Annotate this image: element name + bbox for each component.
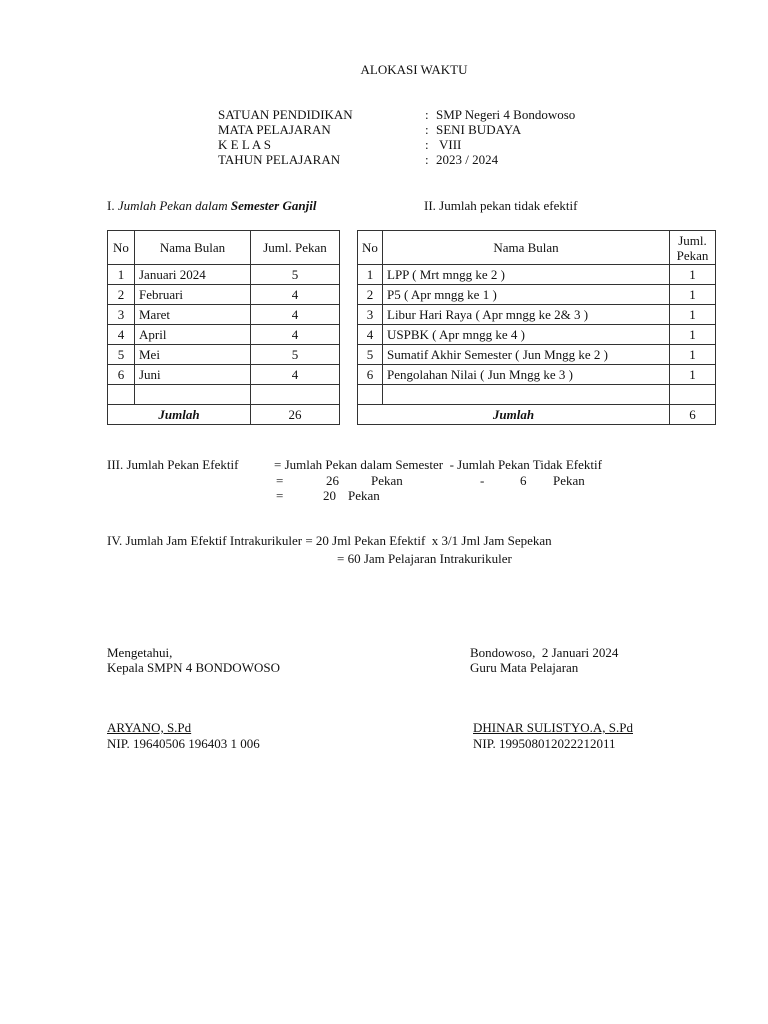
table-cell: 2 xyxy=(108,285,135,305)
table-header-row xyxy=(108,231,340,265)
total-value: 6 xyxy=(670,405,716,425)
table-cell: 5 xyxy=(358,345,383,365)
table-row xyxy=(108,345,340,365)
table-cell: 4 xyxy=(251,285,340,305)
info-label: SATUAN PENDIDIKAN xyxy=(218,107,353,122)
table-cell: Sumatif Akhir Semester ( Jun Mngg ke 2 ) xyxy=(383,345,670,365)
total-label: Jumlah xyxy=(358,405,670,425)
column-header: No xyxy=(108,231,135,265)
table-cell: 5 xyxy=(251,265,340,285)
info-value: SENI BUDAYA xyxy=(436,122,522,137)
info-label: TAHUN PELAJARAN xyxy=(218,152,341,167)
section-3-line-1: = Jumlah Pekan dalam Semester - Jumlah Pekan Tidak Efektif xyxy=(274,457,602,472)
sign-right-nip: NIP. 199508012022212011 xyxy=(473,736,616,751)
table-cell: 4 xyxy=(251,325,340,345)
info-separator: : xyxy=(425,152,429,167)
section-4-line-2: = 60 Jam Pelajaran Intrakurikuler xyxy=(337,551,512,566)
section-2-label: II. Jumlah pekan tidak efektif xyxy=(424,198,578,213)
table-cell: 6 xyxy=(108,365,135,385)
section-2-heading xyxy=(424,198,577,213)
document-title: ALOKASI WAKTU xyxy=(360,62,468,77)
table-cell: 1 xyxy=(358,265,383,285)
section-4-line-1: IV. Jumlah Jam Efektif Intrakurikuler = 20 Jml Pekan Efektif x 3/1 Jml Jam Sepekan xyxy=(107,533,552,548)
table-cell: 6 xyxy=(358,365,383,385)
table-cell: 5 xyxy=(251,345,340,365)
section-1-heading xyxy=(107,198,316,213)
sign-right-line-2: Guru Mata Pelajaran xyxy=(470,660,579,675)
table-cell: 1 xyxy=(670,365,716,385)
table-row xyxy=(108,305,340,325)
table-cell: 3 xyxy=(108,305,135,325)
table-row xyxy=(108,285,340,305)
table-cell: April xyxy=(135,325,251,345)
table-cell: 1 xyxy=(670,285,716,305)
info-value: SMP Negeri 4 Bondowoso xyxy=(436,107,576,122)
table-row xyxy=(358,305,716,325)
section-3-value-total: 20 xyxy=(323,488,336,503)
table-cell: P5 ( Apr mngg ke 1 ) xyxy=(383,285,670,305)
section-3-minus: - xyxy=(480,473,485,488)
table-row xyxy=(358,365,716,385)
table-cell: 1 xyxy=(670,325,716,345)
table-cell: 5 xyxy=(108,345,135,365)
column-header-line: Juml. xyxy=(678,232,707,248)
total-value: 26 xyxy=(251,405,340,425)
table-row xyxy=(358,345,716,365)
column-header-line: Pekan xyxy=(676,247,709,263)
table-cell: Pengolahan Nilai ( Jun Mngg ke 3 ) xyxy=(383,365,670,385)
column-header: Juml. Pekan xyxy=(251,231,340,265)
section-3-eq-1: = xyxy=(276,473,284,488)
column-header xyxy=(670,231,716,265)
sign-right-name: DHINAR SULISTYO.A, S.Pd xyxy=(473,720,633,735)
table-row xyxy=(108,265,340,285)
table-cell: 3 xyxy=(358,305,383,325)
table-row xyxy=(358,265,716,285)
table-cell: 4 xyxy=(251,305,340,325)
table-cell: 2 xyxy=(358,285,383,305)
table-cell: Maret xyxy=(135,305,251,325)
info-label: MATA PELAJARAN xyxy=(218,122,331,137)
table-row xyxy=(108,365,340,385)
sign-right-line-1: Bondowoso, 2 Januari 2024 xyxy=(470,645,619,660)
table-row xyxy=(108,325,340,345)
table-cell: 1 xyxy=(108,265,135,285)
table-ineffective-weeks xyxy=(357,230,716,425)
section-1-prefix: I. xyxy=(107,198,118,213)
table-cell xyxy=(383,385,670,405)
table-total-row xyxy=(108,405,340,425)
table-cell: LPP ( Mrt mngg ke 2 ) xyxy=(383,265,670,285)
table-cell: Mei xyxy=(135,345,251,365)
section-3-value-a: 26 xyxy=(326,473,339,488)
table-row xyxy=(358,285,716,305)
table-cell: 4 xyxy=(358,325,383,345)
info-value: 2023 / 2024 xyxy=(436,152,499,167)
table-cell xyxy=(358,385,383,405)
section-3-label: III. Jumlah Pekan Efektif xyxy=(107,457,239,472)
column-header: No xyxy=(358,231,383,265)
table-cell: 1 xyxy=(670,265,716,285)
table-cell xyxy=(251,385,340,405)
info-separator: : xyxy=(425,107,429,122)
sign-left-name: ARYANO, S.Pd xyxy=(107,720,192,735)
sign-left-line-1: Mengetahui, xyxy=(107,645,173,660)
table-cell: USPBK ( Apr mngg ke 4 ) xyxy=(383,325,670,345)
section-1-bold: Semester Ganjil xyxy=(230,198,317,213)
table-cell: 4 xyxy=(251,365,340,385)
table-cell: Juni xyxy=(135,365,251,385)
sign-left-line-2: Kepala SMPN 4 BONDOWOSO xyxy=(107,660,280,675)
table-cell: Libur Hari Raya ( Apr mngg ke 2& 3 ) xyxy=(383,305,670,325)
table-cell: 1 xyxy=(670,305,716,325)
table-empty-row xyxy=(108,385,340,405)
section-3-unit-total: Pekan xyxy=(348,488,380,503)
table-cell: Januari 2024 xyxy=(135,265,251,285)
section-2-text xyxy=(424,198,577,213)
section-3-eq-2: = xyxy=(276,488,284,503)
table-cell: 4 xyxy=(108,325,135,345)
total-label: Jumlah xyxy=(108,405,251,425)
table-cell: Februari xyxy=(135,285,251,305)
table-header-row xyxy=(358,231,716,265)
sign-left-nip: NIP. 19640506 196403 1 006 xyxy=(107,736,260,751)
section-3-value-b: 6 xyxy=(520,473,527,488)
table-total-row xyxy=(358,405,716,425)
section-1-italic: Jumlah Pekan dalam xyxy=(117,198,231,213)
table-effective-weeks xyxy=(107,230,340,425)
table-empty-row xyxy=(358,385,716,405)
section-3-unit-a: Pekan xyxy=(371,473,403,488)
table-row xyxy=(358,325,716,345)
table-cell: 1 xyxy=(670,345,716,365)
info-separator: : xyxy=(425,122,429,137)
table-cell xyxy=(108,385,135,405)
info-value: VIII xyxy=(436,137,462,152)
section-3-unit-b: Pekan xyxy=(553,473,585,488)
info-separator: : xyxy=(425,137,429,152)
info-label: K E L A S xyxy=(218,137,271,152)
table-cell xyxy=(670,385,716,405)
column-header: Nama Bulan xyxy=(135,231,251,265)
table-cell xyxy=(135,385,251,405)
column-header: Nama Bulan xyxy=(383,231,670,265)
